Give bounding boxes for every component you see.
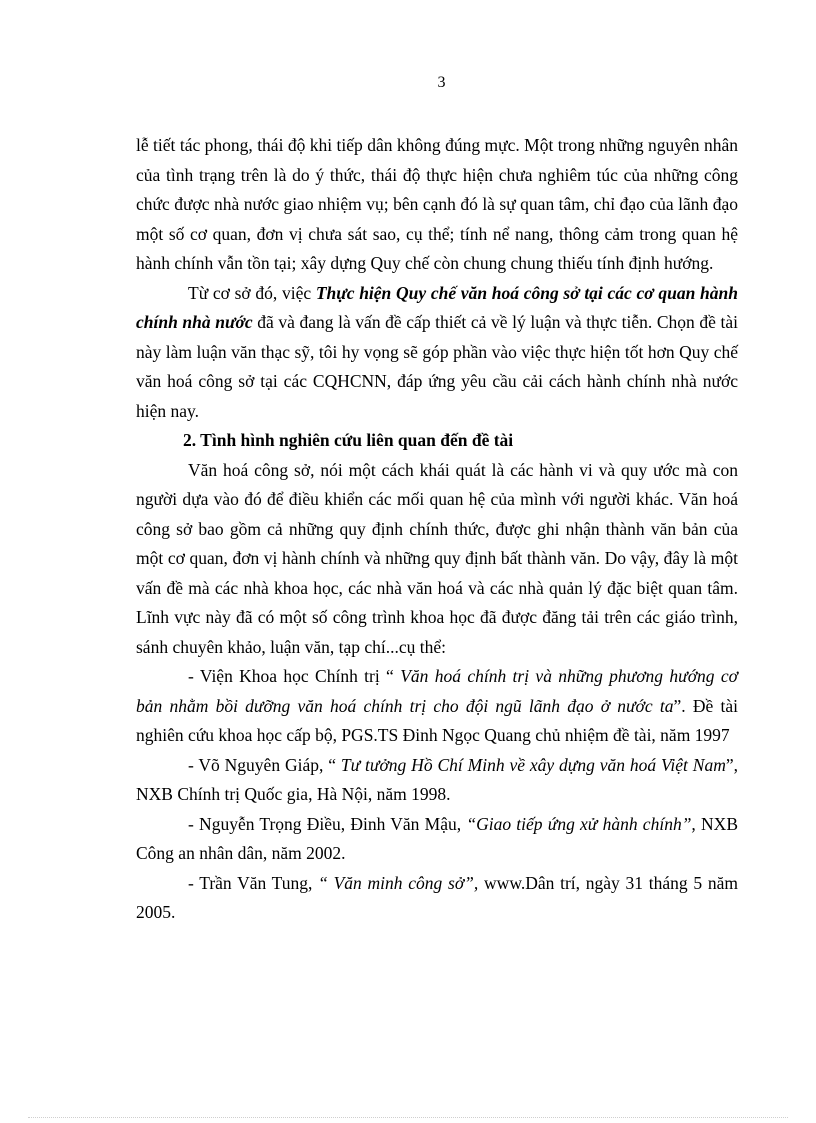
reference-title: “Giao tiếp ứng xử hành chính”, — [466, 813, 696, 834]
page-bottom-divider — [28, 1117, 788, 1118]
reference-item — [136, 662, 738, 751]
reference-author: - Võ Nguyên Giáp, “ — [188, 754, 341, 775]
reference-item — [136, 869, 738, 928]
paragraph-topic-rationale — [136, 279, 738, 427]
reference-author: - Nguyễn Trọng Điều, Đinh Văn Mậu, — [188, 813, 467, 834]
reference-title: Văn hoá chính trị và những phương hướng cơ bản nhằm bồi dưỡng văn hoá chính trị cho đội ngũ lãnh đạo ở nước ta — [136, 666, 738, 716]
reference-title: Tư tưởng Hồ Chí Minh về xây dựng văn hoá Việt Nam — [340, 754, 726, 775]
emphasized-topic-title: Thực hiện Quy chế văn hoá công sở tại các cơ quan hành chính nhà nước — [136, 282, 738, 332]
page-number: 3 — [437, 74, 446, 91]
paragraph-text: đã và đang là vấn đề cấp thiết cả về lý luận và thực tiễn. Chọn đề tài này làm luận văn thạc sỹ, tôi hy vọng sẽ góp phần vào việc thực hiện tốt hơn Quy chế văn hoá công sở tại các CQHCNN, đáp ứng yêu cầu cải cách hành chính nhà nước hiện nay. — [136, 312, 739, 421]
reference-item — [136, 810, 738, 869]
paragraph-text: Từ cơ sở đó, việc — [188, 282, 316, 303]
reference-details: ”, NXB Chính trị Quốc gia, Hà Nội, năm 1998. — [136, 754, 738, 804]
reference-details: ”. Đề tài nghiên cứu khoa học cấp bộ, PGS.TS Đinh Ngọc Quang chủ nhiệm đề tài, năm 1997 — [136, 695, 738, 745]
reference-item — [136, 751, 738, 810]
section-heading: 2. Tình hình nghiên cứu liên quan đến đề tài — [183, 430, 514, 450]
document-body — [136, 131, 738, 928]
reference-details: www.Dân trí, ngày 31 tháng 5 năm 2005. — [136, 872, 738, 922]
reference-title: “ Văn minh công sở”, — [318, 872, 479, 893]
reference-author: - Viện Khoa học Chính trị “ — [188, 666, 401, 686]
paragraph-literature-overview: Văn hoá công sở, nói một cách khái quát là các hành vi và quy ước mà con người dựa vào đó để điều khiển các mối quan hệ của mình với người khác. Văn hoá công sở bao gồm cả những quy định chính thức, được ghi nhận thành văn bản của một cơ quan, đơn vị hành chính và những quy định bất thành văn. Do vậy, đây là một vấn đề mà các nhà khoa học, các nhà văn hoá và các nhà quản lý đặc biệt quan tâm. Lĩnh vực này đã có một số công trình khoa học đã được đăng tải trên các giáo trình, sánh chuyên khảo, luận văn, tạp chí...cụ thể: — [136, 459, 738, 657]
reference-details: NXB Công an nhân dân, năm 2002. — [136, 813, 738, 863]
reference-author: - Trần Văn Tung, — [188, 872, 319, 893]
paragraph-intro-continued: lễ tiết tác phong, thái độ khi tiếp dân không đúng mực. Một trong những nguyên nhân của tình trạng trên là do ý thức, thái độ thực hiện chưa nghiêm túc của những công chức được nhà nước giao nhiệm vụ; bên cạnh đó là sự quan tâm, chỉ đạo của lãnh đạo một số cơ quan, đơn vị chưa sát sao, cụ thể; tính nể nang, thông cảm trong quan hệ hành chính vẫn tồn tại; xây dựng Quy chế còn chung chung thiếu tính định hướng. — [136, 135, 738, 273]
